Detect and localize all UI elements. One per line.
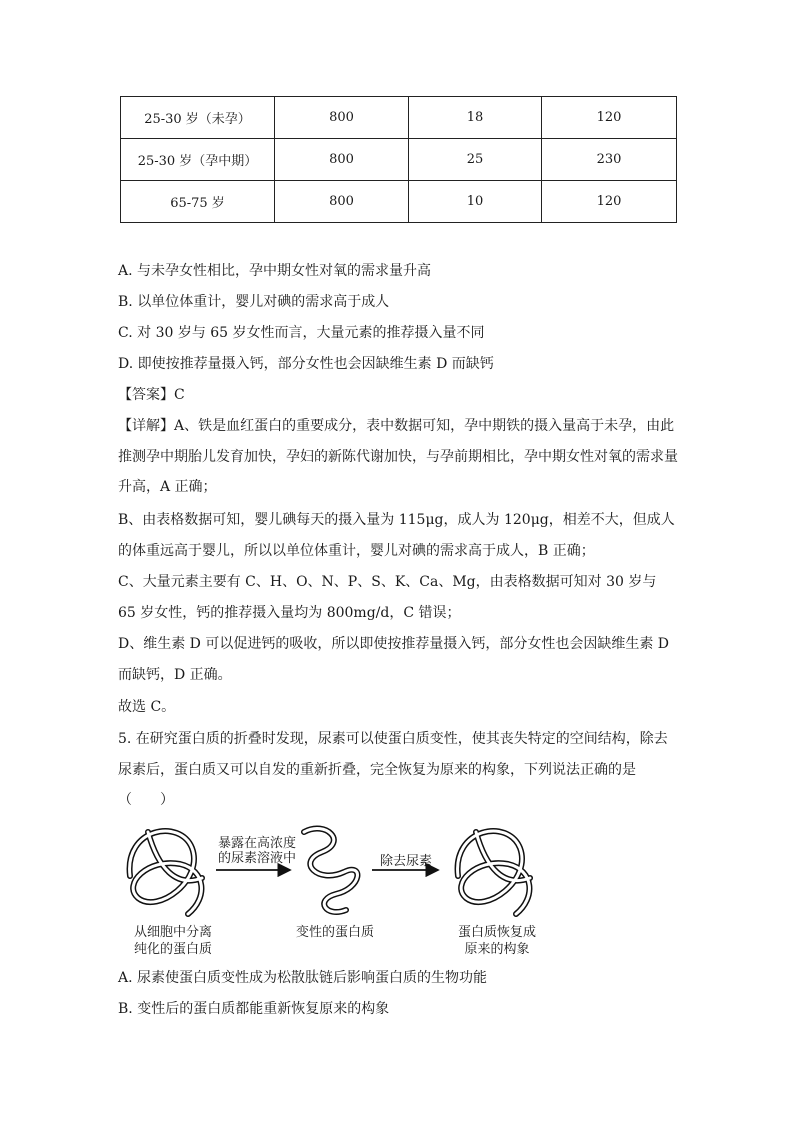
table-cell: 25-30 岁（孕中期） (121, 139, 275, 181)
q4-conclusion: 故选 C。 (118, 699, 176, 715)
table-row (121, 97, 677, 139)
table-cell: 25-30 岁（未孕） (121, 97, 275, 139)
q5-bracket: （ ） (118, 792, 174, 808)
table-cell: 800 (275, 181, 409, 223)
table-cell: 800 (275, 139, 409, 181)
arrow-1-label-line1: 暴露在高浓度 (217, 836, 296, 851)
caption-1-line1: 从细胞中分离 (133, 925, 212, 940)
arrow-2-label: 除去尿素 (379, 854, 432, 869)
caption-purified-protein (118, 924, 228, 958)
table-cell: 230 (542, 139, 677, 181)
table-row (121, 181, 677, 223)
q4-answer: 【答案】C (118, 387, 185, 403)
caption-3-line1: 蛋白质恢复成 (457, 925, 536, 940)
table-cell: 18 (409, 97, 542, 139)
table-cell: 10 (409, 181, 542, 223)
arrow-1-label (216, 836, 298, 866)
q4-explanation-d: D、维生素 D 可以促进钙的吸收，所以即使按推荐量摄入钙，部分女性也会因缺维生素 D 而缺钙，D 正确。 (118, 636, 670, 683)
caption-denatured-protein: 变性的蛋白质 (295, 925, 374, 940)
table-body (121, 97, 677, 223)
q5-option-a: A. 尿素使蛋白质变性成为松散肽链后影响蛋白质的生物功能 (118, 970, 488, 986)
arrow-1-label-line2: 的尿素溶液中 (217, 851, 296, 866)
q4-option-c: C. 对 30 岁与 65 岁女性而言，大量元素的推荐摄入量不同 (118, 325, 485, 341)
q4-explanation-a: 【详解】A、铁是血红蛋白的重要成分，表中数据可知，孕中期铁的摄入量高于未孕，由此推测孕中期胎儿发育加快，孕妇的新陈代谢加快，与孕前期相比，孕中期女性对氧的需求量升高，A 正确； (118, 418, 678, 495)
nutrient-table (120, 96, 677, 223)
q4-explanation-b: B、由表格数据可知，婴儿碘每天的摄入量为 115μg，成人为 120μg，相差不大，但成人的体重远高于婴儿，所以以单位体重计，婴儿对碘的需求高于成人，B 正确； (118, 512, 675, 559)
table-row (121, 139, 677, 181)
table-cell: 65-75 岁 (121, 181, 275, 223)
table-cell: 120 (542, 97, 677, 139)
q4-explanation-c: C、大量元素主要有 C、H、O、N、P、S、K、Ca、Mg，由表格数据可知对 30 岁与 65 岁女性，钙的推荐摄入量均为 800mg/d，C 错误； (118, 574, 657, 621)
table-cell: 25 (409, 139, 542, 181)
protein-folding-figure (118, 818, 558, 958)
q5-option-b: B. 变性后的蛋白质都能重新恢复原来的构象 (118, 1001, 390, 1017)
q4-option-d: D. 即使按推荐量摄入钙，部分女性也会因缺维生素 D 而缺钙 (118, 356, 494, 372)
caption-3-line2: 原来的构象 (464, 942, 530, 957)
table-cell: 800 (275, 97, 409, 139)
caption-1-line2: 纯化的蛋白质 (133, 942, 212, 957)
q4-option-b: B. 以单位体重计，婴儿对碘的需求高于成人 (118, 294, 390, 310)
q4-option-a: A. 与未孕女性相比，孕中期女性对氧的需求量升高 (118, 263, 432, 279)
table-cell: 120 (542, 181, 677, 223)
caption-refolded-protein (442, 924, 552, 958)
q5-stem: 5. 在研究蛋白质的折叠时发现，尿素可以使蛋白质变性，使其丧失特定的空间结构，除去尿素后，蛋白质又可以自发的重新折叠，完全恢复为原来的构象，下列说法正确的是 (118, 731, 668, 778)
